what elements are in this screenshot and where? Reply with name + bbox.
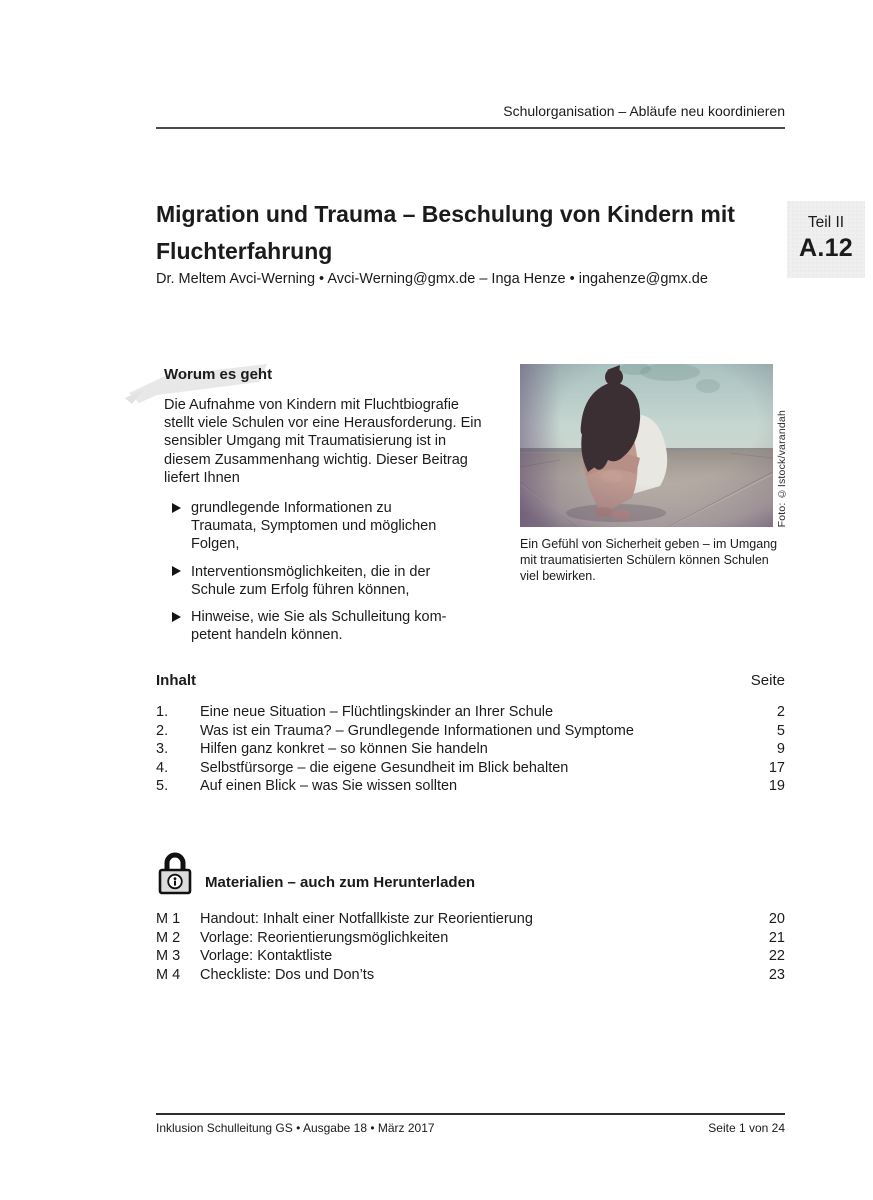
photo-credit-text: Foto: ©Istock/varandah (776, 409, 788, 527)
material-number: M 3 (156, 948, 181, 965)
material-page: 21 (768, 929, 785, 946)
intro-bullet-list (156, 499, 506, 644)
part-badge (787, 201, 865, 278)
page-title-line1: Migration und Trauma – Beschulung von Kindern mit (156, 201, 735, 227)
footer-rule (156, 1113, 785, 1115)
material-number: M 1 (156, 911, 181, 927)
figure (520, 364, 788, 584)
toc-heading: Inhalt (156, 672, 196, 689)
toc-row (156, 759, 785, 778)
footer-publication: Inklusion Schulleitung GS • Ausgabe 18 • März 2017 (156, 1121, 435, 1135)
toc-number: 5. (156, 778, 169, 795)
photo-credit (776, 364, 788, 527)
arrowhead-bullet-icon (172, 566, 181, 576)
toc-row (156, 740, 785, 759)
toc-page-label: Seite (750, 672, 785, 689)
header-rule (156, 127, 785, 129)
material-title: Handout: Inhalt einer Notfallkiste zur Reorientierung (200, 911, 533, 927)
material-row (156, 910, 785, 929)
materials-section (156, 850, 785, 984)
authors-line: Dr. Meltem Avci-Werning • Avci-Werning@gmx.de – Inga Henze • ingahenze@gmx.de (156, 271, 708, 287)
toc-number: 1. (156, 704, 169, 720)
lock-icon (156, 850, 194, 896)
toc-page: 2 (776, 704, 785, 720)
material-number: M 4 (156, 966, 181, 983)
intro-section (156, 366, 506, 653)
materials-heading: Materialien – auch zum Herunterladen (205, 874, 476, 891)
toc-page: 19 (768, 778, 785, 795)
intro-paragraph: Die Aufnahme von Kindern mit Fluchtbiografie stellt viele Schulen vor eine Herausforderung. Ein sensibler Umgang mit Traumatisierung ist in diesem Zusammenhang wichtig. Dieser Beitrag liefert Ihnen (164, 397, 482, 486)
material-title: Vorlage: Kontaktliste (200, 948, 333, 965)
page-title (156, 196, 781, 270)
toc-row (156, 703, 785, 722)
toc-page: 17 (768, 759, 785, 776)
bullet-item (164, 608, 506, 644)
toc-title: Was ist ein Trauma? – Grundlegende Informationen und Symptome (200, 722, 634, 739)
material-title: Checkliste: Dos und Don’ts (200, 966, 375, 983)
part-code: A.12 (798, 234, 853, 262)
toc-row (156, 722, 785, 741)
toc-number: 3. (156, 741, 169, 758)
material-page: 20 (768, 911, 785, 927)
figure-caption: Ein Gefühl von Sicherheit geben – im Umgang mit traumatisierten Schülern können Schulen viel bewirken. (520, 537, 778, 583)
toc-title: Hilfen ganz konkret – so können Sie handeln (200, 741, 488, 758)
photo-child-sitting-against-wall (520, 364, 773, 527)
material-title: Vorlage: Reorientierungsmöglichkeiten (200, 929, 449, 946)
bullet-text: grundlegende Informationen zu Traumata, Symptomen und möglichen Folgen, (191, 500, 437, 553)
toc-number: 4. (156, 759, 169, 776)
materials-header (156, 850, 785, 896)
toc-title: Selbstfürsorge – die eigene Gesundheit im Blick behalten (200, 759, 569, 776)
material-row (156, 966, 785, 985)
material-page: 23 (768, 966, 785, 983)
footer-page-number: Seite 1 von 24 (708, 1121, 785, 1135)
page-title-line2: Fluchterfahrung (156, 238, 333, 264)
toc-section (156, 672, 785, 796)
part-label: Teil II (807, 214, 845, 231)
toc-title: Auf einen Blick – was Sie wissen sollten (200, 778, 458, 795)
running-header: Schulorganisation – Abläufe neu koordinieren (503, 103, 785, 119)
bullet-item (164, 499, 506, 554)
material-number: M 2 (156, 929, 181, 946)
arrowhead-bullet-icon (172, 612, 181, 622)
toc-title: Eine neue Situation – Flüchtlingskinder an Ihrer Schule (200, 704, 554, 720)
material-row (156, 947, 785, 966)
bullet-text: Interventionsmöglichkeiten, die in der Schule zum Erfolg führen können, (191, 563, 431, 598)
toc-number: 2. (156, 722, 169, 739)
bullet-text: Hinweise, wie Sie als Schulleitung kompetent handeln können. (191, 609, 447, 644)
material-page: 22 (768, 948, 785, 965)
toc-row (156, 777, 785, 796)
toc-header (156, 672, 785, 689)
material-row (156, 929, 785, 948)
toc-page: 5 (776, 722, 785, 739)
toc-page: 9 (776, 741, 785, 758)
intro-heading: Worum es geht (164, 366, 273, 383)
bullet-item (164, 563, 506, 599)
arrowhead-bullet-icon (172, 503, 181, 513)
